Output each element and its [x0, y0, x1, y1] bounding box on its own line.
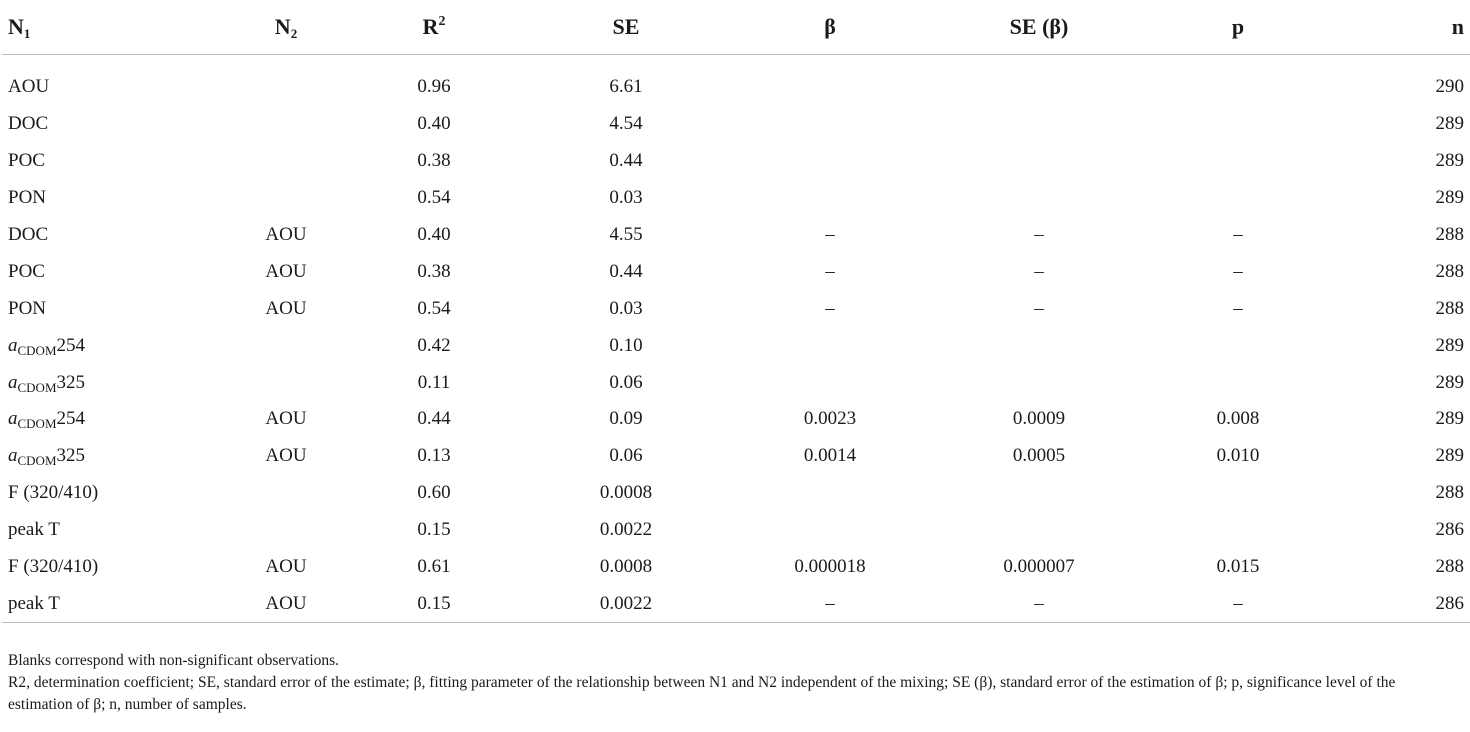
cell-p	[1148, 143, 1328, 180]
footnote-abbreviations: R2, determination coefficient; SE, standard error of the estimate; β, fitting parameter of the relationship between N1 and N2 independent of the mixing; SE (β), standard error of the estimation of β; p, significance level of the estimation of β; n, number of samples.	[8, 674, 1396, 713]
table-row	[2, 549, 1470, 586]
header-row	[2, 0, 1470, 55]
table-row	[2, 512, 1470, 549]
variable-name: peak T	[8, 519, 60, 541]
variable-wavelength: 254	[56, 408, 86, 430]
table-body	[2, 69, 1470, 623]
table-row	[2, 401, 1470, 438]
variable-name: DOC	[8, 224, 49, 245]
cell-r2: 0.15	[346, 585, 522, 622]
variable-name: DOC	[8, 113, 49, 135]
cell-se: 6.61	[609, 76, 643, 98]
cell-p	[1148, 327, 1328, 364]
cell-se-beta	[930, 106, 1148, 143]
cell-n: 289	[1435, 150, 1464, 172]
table-row	[2, 327, 1470, 364]
cell-n2	[226, 143, 346, 180]
header-n2: $N_2$	[226, 0, 346, 55]
cell-p	[1148, 475, 1328, 512]
variable-name: PON	[8, 297, 47, 319]
cell-n2	[226, 69, 346, 106]
cell-beta: –	[730, 585, 930, 622]
variable-wavelength: 325	[56, 371, 86, 393]
cell-n: 289	[1435, 445, 1464, 467]
cell-r2: 0.44	[417, 408, 451, 430]
cell-n: 288	[1435, 482, 1464, 504]
cell-n1	[2, 217, 226, 254]
cell-se: 0.10	[609, 334, 643, 356]
cell-n: 288	[1435, 224, 1464, 245]
cell-n2	[226, 512, 346, 549]
cell-beta: 0.000018	[794, 556, 866, 578]
cell-n: 288	[1435, 260, 1464, 282]
cell-n2: AOU	[265, 445, 307, 467]
cell-beta	[730, 327, 930, 364]
cell-se-beta	[930, 364, 1148, 401]
cell-n1	[2, 143, 226, 180]
cell-p: –	[1148, 585, 1328, 622]
variable-subscript: CDOM	[17, 342, 57, 358]
cell-n1	[2, 364, 226, 401]
cell-r2: 0.13	[417, 445, 451, 467]
table-row	[2, 69, 1470, 106]
cell-p: –	[1233, 260, 1243, 282]
variable-name: peak T	[8, 592, 60, 614]
cell-se-beta: –	[1034, 224, 1044, 245]
variable-name: POC	[8, 150, 45, 172]
cell-se: 0.0008	[599, 556, 653, 578]
cell-n: 286	[1435, 519, 1464, 541]
cell-beta: 0.0023	[803, 408, 857, 430]
variable-wavelength: 254	[56, 334, 86, 356]
cell-n: 288	[1435, 556, 1464, 578]
cell-p	[1148, 512, 1328, 549]
cell-se-beta	[930, 327, 1148, 364]
cell-n1	[2, 327, 226, 364]
cell-n: 289	[1435, 408, 1464, 430]
cell-se: 4.55	[609, 224, 643, 245]
cell-se-beta: 0.0009	[1012, 408, 1066, 430]
table-row	[2, 290, 1470, 327]
cell-r2: 0.96	[417, 76, 451, 98]
cell-se: 0.44	[609, 150, 643, 172]
variable-name: F (320/410)	[8, 556, 99, 578]
cell-n: 289	[1435, 187, 1464, 209]
results-table	[2, 0, 1470, 623]
cell-r2: 0.38	[417, 260, 451, 282]
header-n1: $N_1$	[2, 0, 226, 55]
cell-se-beta	[930, 69, 1148, 106]
cell-p: 0.008	[1216, 408, 1260, 430]
variable-name: a	[8, 334, 18, 356]
header-r2: $R^2$	[346, 0, 522, 55]
cell-beta: 0.0014	[803, 445, 857, 467]
cell-beta	[730, 69, 930, 106]
cell-n2: AOU	[265, 297, 307, 319]
cell-p: –	[1233, 297, 1243, 319]
cell-n1	[2, 438, 226, 475]
cell-se: 0.06	[609, 445, 643, 467]
cell-n1	[2, 549, 226, 586]
cell-n1	[2, 180, 226, 217]
cell-n1	[2, 69, 226, 106]
cell-r2: 0.54	[417, 187, 451, 209]
cell-se: 0.06	[609, 371, 643, 393]
variable-name: a	[8, 371, 18, 393]
cell-se-beta	[930, 475, 1148, 512]
header-beta: β	[730, 0, 930, 55]
cell-beta: –	[825, 260, 835, 282]
cell-n2: AOU	[226, 585, 346, 622]
cell-n2: AOU	[265, 260, 307, 282]
cell-r2: 0.42	[417, 334, 451, 356]
cell-se: 0.44	[609, 260, 643, 282]
table-row	[2, 364, 1470, 401]
cell-se: 0.0008	[599, 482, 653, 504]
cell-p: 0.010	[1216, 445, 1260, 467]
cell-p	[1148, 106, 1328, 143]
cell-beta	[730, 180, 930, 217]
cell-r2: 0.38	[417, 150, 451, 172]
cell-se-beta	[930, 180, 1148, 217]
cell-p: –	[1233, 224, 1243, 245]
cell-beta	[730, 106, 930, 143]
cell-n: 289	[1435, 334, 1464, 356]
table-row	[2, 180, 1470, 217]
variable-subscript: CDOM	[17, 453, 57, 469]
cell-se: 0.03	[609, 187, 643, 209]
table-row	[2, 585, 1470, 622]
header-n: n	[1328, 0, 1470, 55]
cell-beta	[730, 512, 930, 549]
cell-p	[1148, 180, 1328, 217]
cell-r2: 0.40	[417, 113, 451, 135]
cell-n: 289	[1435, 371, 1464, 393]
cell-r2: 0.11	[417, 371, 451, 393]
table-row	[2, 253, 1470, 290]
cell-n1	[2, 290, 226, 327]
table-row	[2, 475, 1470, 512]
header-se: SE	[522, 0, 730, 55]
cell-beta	[730, 364, 930, 401]
cell-se-beta	[930, 512, 1148, 549]
cell-se-beta: –	[1034, 260, 1044, 282]
cell-se-beta: 0.0005	[1012, 445, 1066, 467]
cell-n2	[226, 180, 346, 217]
cell-p	[1148, 364, 1328, 401]
footnote-blanks: Blanks correspond with non-significant observations.	[8, 652, 340, 669]
cell-beta	[730, 475, 930, 512]
cell-r2: 0.15	[417, 519, 451, 541]
cell-r2: 0.61	[417, 556, 451, 578]
cell-se-beta: –	[930, 585, 1148, 622]
cell-r2: 0.60	[417, 482, 451, 504]
cell-se: 0.0022	[522, 585, 730, 622]
cell-r2: 0.54	[417, 297, 451, 319]
cell-n1	[2, 512, 226, 549]
cell-se: 0.0022	[599, 519, 653, 541]
cell-n1	[2, 475, 226, 512]
variable-name: a	[8, 445, 18, 467]
cell-n2: AOU	[265, 408, 307, 430]
variable-subscript: CDOM	[17, 416, 57, 432]
cell-n1	[2, 106, 226, 143]
variable-name: POC	[8, 260, 45, 282]
header-se-beta: SE (β)	[930, 0, 1148, 55]
cell-n: 286	[1328, 585, 1470, 622]
cell-n: 289	[1435, 113, 1464, 135]
table-row	[2, 438, 1470, 475]
cell-n2: AOU	[265, 556, 307, 578]
cell-beta	[730, 143, 930, 180]
table-footnotes	[8, 650, 1454, 716]
table-row	[2, 143, 1470, 180]
variable-name: a	[8, 408, 18, 430]
cell-n: 288	[1435, 297, 1464, 319]
variable-name: PON	[8, 187, 47, 209]
cell-n1	[2, 585, 226, 622]
cell-n1	[2, 253, 226, 290]
cell-p	[1148, 69, 1328, 106]
cell-n2: AOU	[265, 224, 307, 245]
cell-se-beta: 0.000007	[1003, 556, 1075, 578]
cell-n2	[226, 475, 346, 512]
cell-se: 0.03	[609, 297, 643, 319]
cell-beta: –	[825, 297, 835, 319]
table-header	[2, 0, 1470, 69]
cell-beta: –	[825, 224, 835, 245]
cell-n: 290	[1435, 76, 1464, 98]
cell-n2	[226, 327, 346, 364]
cell-se-beta	[930, 143, 1148, 180]
variable-name: AOU	[8, 76, 50, 98]
variable-subscript: CDOM	[17, 379, 57, 395]
variable-wavelength: 325	[56, 445, 86, 467]
cell-n2	[226, 364, 346, 401]
cell-p: 0.015	[1216, 556, 1260, 578]
table-row	[2, 106, 1470, 143]
cell-se: 4.54	[609, 113, 643, 135]
variable-name: F (320/410)	[8, 482, 99, 504]
cell-n2	[226, 106, 346, 143]
cell-se-beta: –	[1034, 297, 1044, 319]
table-row	[2, 217, 1470, 254]
cell-se: 0.09	[609, 408, 643, 430]
cell-r2: 0.40	[417, 224, 451, 245]
header-p: p	[1148, 0, 1328, 55]
cell-n1	[2, 401, 226, 438]
